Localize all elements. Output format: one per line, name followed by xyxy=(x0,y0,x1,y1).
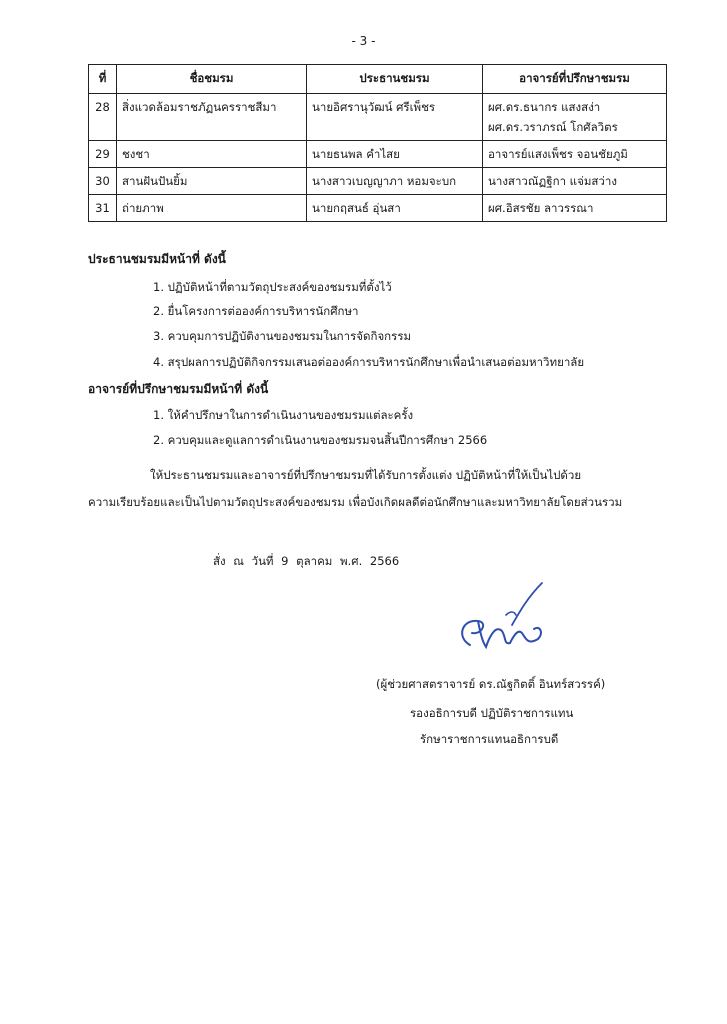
signatory-position: รองอธิการบดี ปฏิบัติราชการแทน xyxy=(410,706,574,720)
duty-item: 2. ยื่นโครงการต่อองค์การบริหารนักศึกษา xyxy=(153,304,359,318)
order-date: สั่ง ณ วันที่ 9 ตุลาคม พ.ศ. 2566 xyxy=(213,554,400,568)
signature-image xyxy=(448,575,568,665)
club-name: สิ่งแวดล้อมราชภัฏนครราชสีมา xyxy=(117,94,307,141)
duty-item: 4. สรุปผลการปฏิบัติกิจกรรมเสนอต่อองค์การบริหารนักศึกษาเพื่อนำเสนอต่อมหาวิทยาลัย xyxy=(153,355,585,369)
advisor-line: ผศ.ดร.ธนากร แสงสง่า xyxy=(488,100,601,114)
closing-paragraph xyxy=(88,462,668,516)
club-advisor: อาจารย์แสงเพ็ชร จอนชัยภูมิ xyxy=(483,141,667,168)
club-advisor xyxy=(483,94,667,141)
row-number: 31 xyxy=(89,195,117,222)
closing-line: ให้ประธานชมรมและอาจารย์ที่ปรึกษาชมรมที่ได้รับการตั้งแต่ง ปฏิบัติหน้าที่ให้เป็นไปด้วย xyxy=(150,468,582,482)
club-name: ชงชา xyxy=(117,141,307,168)
table-header-row xyxy=(89,65,667,94)
club-advisor: นางสาวณัฏฐิกา แจ่มสว่าง xyxy=(483,168,667,195)
signatory-acting: รักษาราชการแทนอธิการบดี xyxy=(420,732,559,746)
table-row xyxy=(89,141,667,168)
table-row xyxy=(89,195,667,222)
duty-item: 3. ควบคุมการปฏิบัติงานของชมรมในการจัดกิจกรรม xyxy=(153,329,412,343)
duty-item: 1. ปฏิบัติหน้าที่ตามวัตถุประสงค์ของชมรมที่ตั้งไว้ xyxy=(153,280,392,294)
row-number: 30 xyxy=(89,168,117,195)
header-president: ประธานชมรม xyxy=(307,65,483,94)
club-advisor: ผศ.อิสรชัย ลาวรรณา xyxy=(483,195,667,222)
club-name: ถ่ายภาพ xyxy=(117,195,307,222)
club-name: สานฝันปันยิ้ม xyxy=(117,168,307,195)
advisor-duties-heading: อาจารย์ที่ปรึกษาชมรมมีหน้าที่ ดังนี้ xyxy=(88,382,269,396)
president-duties-heading: ประธานชมรมมีหน้าที่ ดังนี้ xyxy=(88,252,226,266)
header-club-name: ชื่อชมรม xyxy=(117,65,307,94)
header-no: ที่ xyxy=(89,65,117,94)
club-president: นายอิศรานุวัฒน์ ศรีเพ็ชร xyxy=(307,94,483,141)
row-number: 29 xyxy=(89,141,117,168)
header-advisor: อาจารย์ที่ปรึกษาชมรม xyxy=(483,65,667,94)
signatory-name: (ผู้ช่วยศาสตราจารย์ ดร.ณัฐกิตติ์ อินทร์สวรรค์) xyxy=(376,677,606,691)
club-table xyxy=(88,64,667,222)
club-president: นายกฤสนธ์ อุ่นสา xyxy=(307,195,483,222)
table-row xyxy=(89,168,667,195)
closing-line: ความเรียบร้อยและเป็นไปตามวัตถุประสงค์ของชมรม เพื่อบังเกิดผลดีต่อนักศึกษาและมหาวิทยาลัยโดยส่วนรวม xyxy=(88,495,623,509)
duty-item: 1. ให้คำปรึกษาในการดำเนินงานของชมรมแต่ละครั้ง xyxy=(153,408,414,422)
club-president: นายธนพล คำไสย xyxy=(307,141,483,168)
row-number: 28 xyxy=(89,94,117,141)
table-row xyxy=(89,94,667,141)
club-president: นางสาวเบญญาภา หอมจะบก xyxy=(307,168,483,195)
duty-item: 2. ควบคุมและดูแลการดำเนินงานของชมรมจนสิ้นปีการศึกษา 2566 xyxy=(153,433,488,447)
advisor-line: ผศ.ดร.วราภรณ์ โกศัลวิตร xyxy=(488,120,618,134)
page-number: - 3 - xyxy=(351,34,376,48)
